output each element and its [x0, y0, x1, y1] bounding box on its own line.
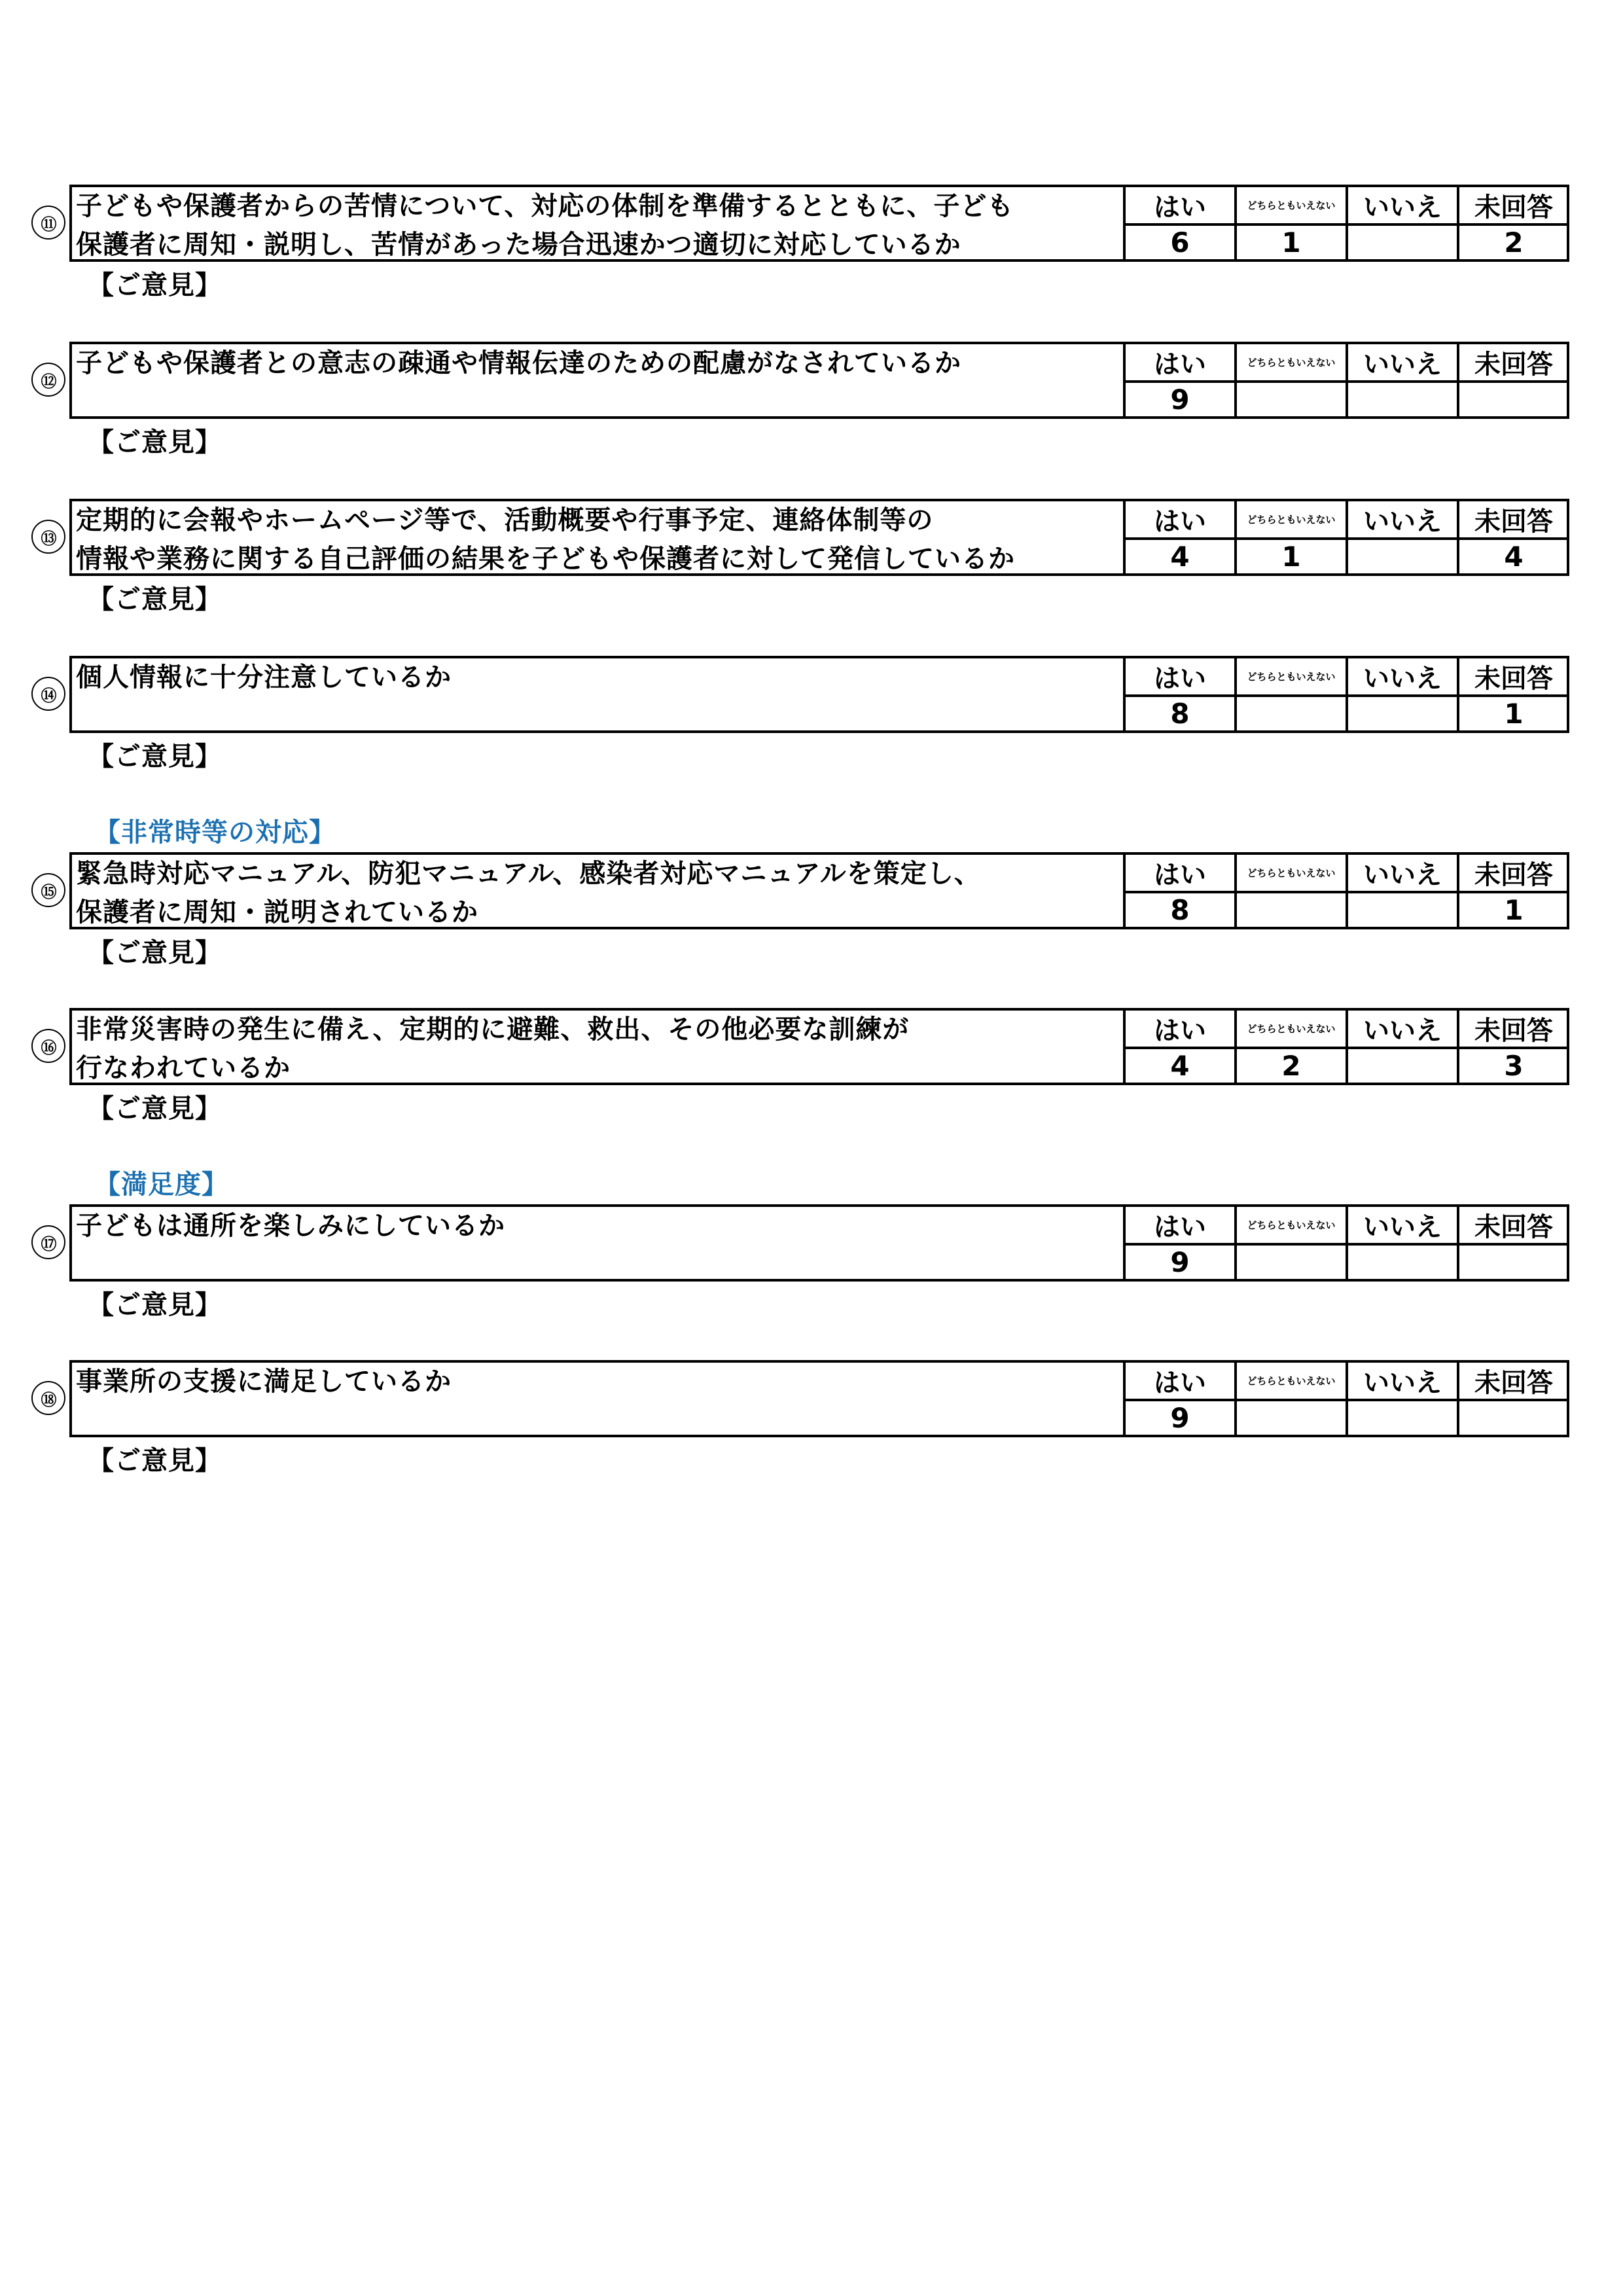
question-line: 緊急時対応マニュアル、防犯マニュアル、感染者対応マニュアルを策定し、	[76, 859, 981, 889]
count-yes: 4	[1123, 1047, 1234, 1083]
answer-grid	[1123, 1363, 1569, 1435]
item-number: ⑭	[31, 677, 65, 711]
header-unanswered: 未回答	[1457, 1207, 1568, 1243]
header-neutral: どちらともいえない	[1234, 1207, 1346, 1243]
answer-grid	[1123, 501, 1569, 573]
header-yes: はい	[1123, 658, 1234, 694]
question-box	[69, 185, 1569, 262]
count-yes: 8	[1123, 891, 1234, 927]
count-yes: 9	[1123, 1243, 1234, 1279]
header-yes: はい	[1123, 1207, 1234, 1243]
question-text	[76, 1363, 1123, 1440]
header-unanswered: 未回答	[1457, 187, 1568, 223]
header-yes: はい	[1123, 1011, 1234, 1047]
count-neutral	[1234, 1399, 1346, 1435]
question-line: 個人情報に十分注意しているか	[76, 662, 452, 692]
header-yes: はい	[1123, 344, 1234, 380]
count-unanswered	[1457, 1399, 1568, 1435]
header-yes: はい	[1123, 1363, 1234, 1399]
question-line: 事業所の支援に満足しているか	[76, 1367, 452, 1397]
question-text	[76, 658, 1123, 736]
count-no	[1346, 891, 1457, 927]
count-unanswered: 4	[1457, 537, 1568, 573]
header-unanswered: 未回答	[1457, 501, 1568, 537]
header-unanswered: 未回答	[1457, 344, 1568, 380]
opinion-label: 【ご意見】	[88, 1446, 222, 1476]
count-neutral: 1	[1234, 537, 1346, 573]
header-no: いいえ	[1346, 855, 1457, 891]
question-text	[76, 344, 1123, 422]
count-no	[1346, 380, 1457, 416]
header-neutral: どちらともいえない	[1234, 344, 1346, 380]
header-unanswered: 未回答	[1457, 1363, 1568, 1399]
count-unanswered	[1457, 1243, 1568, 1279]
header-neutral: どちらともいえない	[1234, 855, 1346, 891]
count-neutral: 1	[1234, 223, 1346, 259]
question-line	[76, 697, 1123, 736]
opinion-label: 【ご意見】	[88, 584, 222, 615]
count-yes: 8	[1123, 694, 1234, 730]
opinion-label: 【ご意見】	[88, 1290, 222, 1320]
header-no: いいえ	[1346, 1207, 1457, 1243]
answer-grid	[1123, 855, 1569, 927]
item-number: ⑬	[31, 520, 65, 554]
count-neutral	[1234, 891, 1346, 927]
question-text	[76, 1207, 1123, 1284]
section-heading: 【非常時等の対応】	[94, 817, 336, 848]
answer-grid	[1123, 658, 1569, 730]
count-unanswered: 2	[1457, 223, 1568, 259]
count-yes: 9	[1123, 380, 1234, 416]
question-text	[76, 1011, 1123, 1088]
answer-grid	[1123, 187, 1569, 259]
count-no	[1346, 1399, 1457, 1435]
count-unanswered: 3	[1457, 1047, 1568, 1083]
question-line: 子どもや保護者からの苦情について、対応の体制を準備するとともに、子ども	[76, 191, 1014, 221]
question-line: 子どもは通所を楽しみにしているか	[76, 1211, 505, 1241]
question-line: 保護者に周知・説明し、苦情があった場合迅速かつ適切に対応しているか	[76, 230, 961, 260]
item-number: ⑪	[31, 206, 65, 240]
opinion-label: 【ご意見】	[88, 270, 222, 300]
count-yes: 4	[1123, 537, 1234, 573]
count-no	[1346, 694, 1457, 730]
question-text	[76, 855, 1123, 932]
question-line: 情報や業務に関する自己評価の結果を子どもや保護者に対して発信しているか	[76, 544, 1015, 574]
question-box	[69, 342, 1569, 419]
answer-grid	[1123, 1011, 1569, 1083]
header-neutral: どちらともいえない	[1234, 187, 1346, 223]
count-unanswered: 1	[1457, 891, 1568, 927]
question-box	[69, 1008, 1569, 1085]
count-no	[1346, 1243, 1457, 1279]
count-no	[1346, 537, 1457, 573]
count-neutral	[1234, 380, 1346, 416]
count-neutral	[1234, 1243, 1346, 1279]
question-box	[69, 852, 1569, 929]
header-neutral: どちらともいえない	[1234, 501, 1346, 537]
header-no: いいえ	[1346, 344, 1457, 380]
header-neutral: どちらともいえない	[1234, 1011, 1346, 1047]
count-neutral: 2	[1234, 1047, 1346, 1083]
question-box	[69, 656, 1569, 733]
header-yes: はい	[1123, 501, 1234, 537]
answer-grid	[1123, 344, 1569, 416]
question-text	[76, 501, 1123, 579]
header-yes: はい	[1123, 187, 1234, 223]
opinion-label: 【ご意見】	[88, 427, 222, 457]
opinion-label: 【ご意見】	[88, 742, 222, 772]
question-line	[76, 383, 1123, 422]
item-number: ⑱	[31, 1381, 65, 1415]
question-line	[76, 1246, 1123, 1284]
item-number: ⑮	[31, 873, 65, 907]
header-no: いいえ	[1346, 658, 1457, 694]
question-line: 行なわれているか	[76, 1053, 291, 1083]
question-line: 子どもや保護者との意志の疎通や情報伝達のための配慮がなされているか	[76, 348, 961, 378]
item-number: ⑫	[31, 363, 65, 397]
header-unanswered: 未回答	[1457, 855, 1568, 891]
header-yes: はい	[1123, 855, 1234, 891]
opinion-label: 【ご意見】	[88, 938, 222, 968]
question-line	[76, 1401, 1123, 1440]
question-box	[69, 1204, 1569, 1282]
section-heading: 【満足度】	[94, 1170, 228, 1200]
count-yes: 9	[1123, 1399, 1234, 1435]
header-unanswered: 未回答	[1457, 658, 1568, 694]
count-yes: 6	[1123, 223, 1234, 259]
header-no: いいえ	[1346, 1011, 1457, 1047]
count-neutral	[1234, 694, 1346, 730]
header-neutral: どちらともいえない	[1234, 658, 1346, 694]
header-no: いいえ	[1346, 501, 1457, 537]
header-no: いいえ	[1346, 187, 1457, 223]
header-no: いいえ	[1346, 1363, 1457, 1399]
question-line: 非常災害時の発生に備え、定期的に避難、救出、その他必要な訓練が	[76, 1014, 910, 1045]
opinion-label: 【ご意見】	[88, 1094, 222, 1124]
question-line: 定期的に会報やホームページ等で、活動概要や行事予定、連絡体制等の	[76, 505, 934, 535]
header-unanswered: 未回答	[1457, 1011, 1568, 1047]
count-no	[1346, 1047, 1457, 1083]
question-line: 保護者に周知・説明されているか	[76, 897, 478, 927]
question-text	[76, 187, 1123, 264]
header-neutral: どちらともいえない	[1234, 1363, 1346, 1399]
question-box	[69, 1360, 1569, 1437]
count-no	[1346, 223, 1457, 259]
count-unanswered: 1	[1457, 694, 1568, 730]
item-number: ⑰	[31, 1225, 65, 1259]
count-unanswered	[1457, 380, 1568, 416]
question-box	[69, 499, 1569, 576]
item-number: ⑯	[31, 1029, 65, 1063]
answer-grid	[1123, 1207, 1569, 1279]
